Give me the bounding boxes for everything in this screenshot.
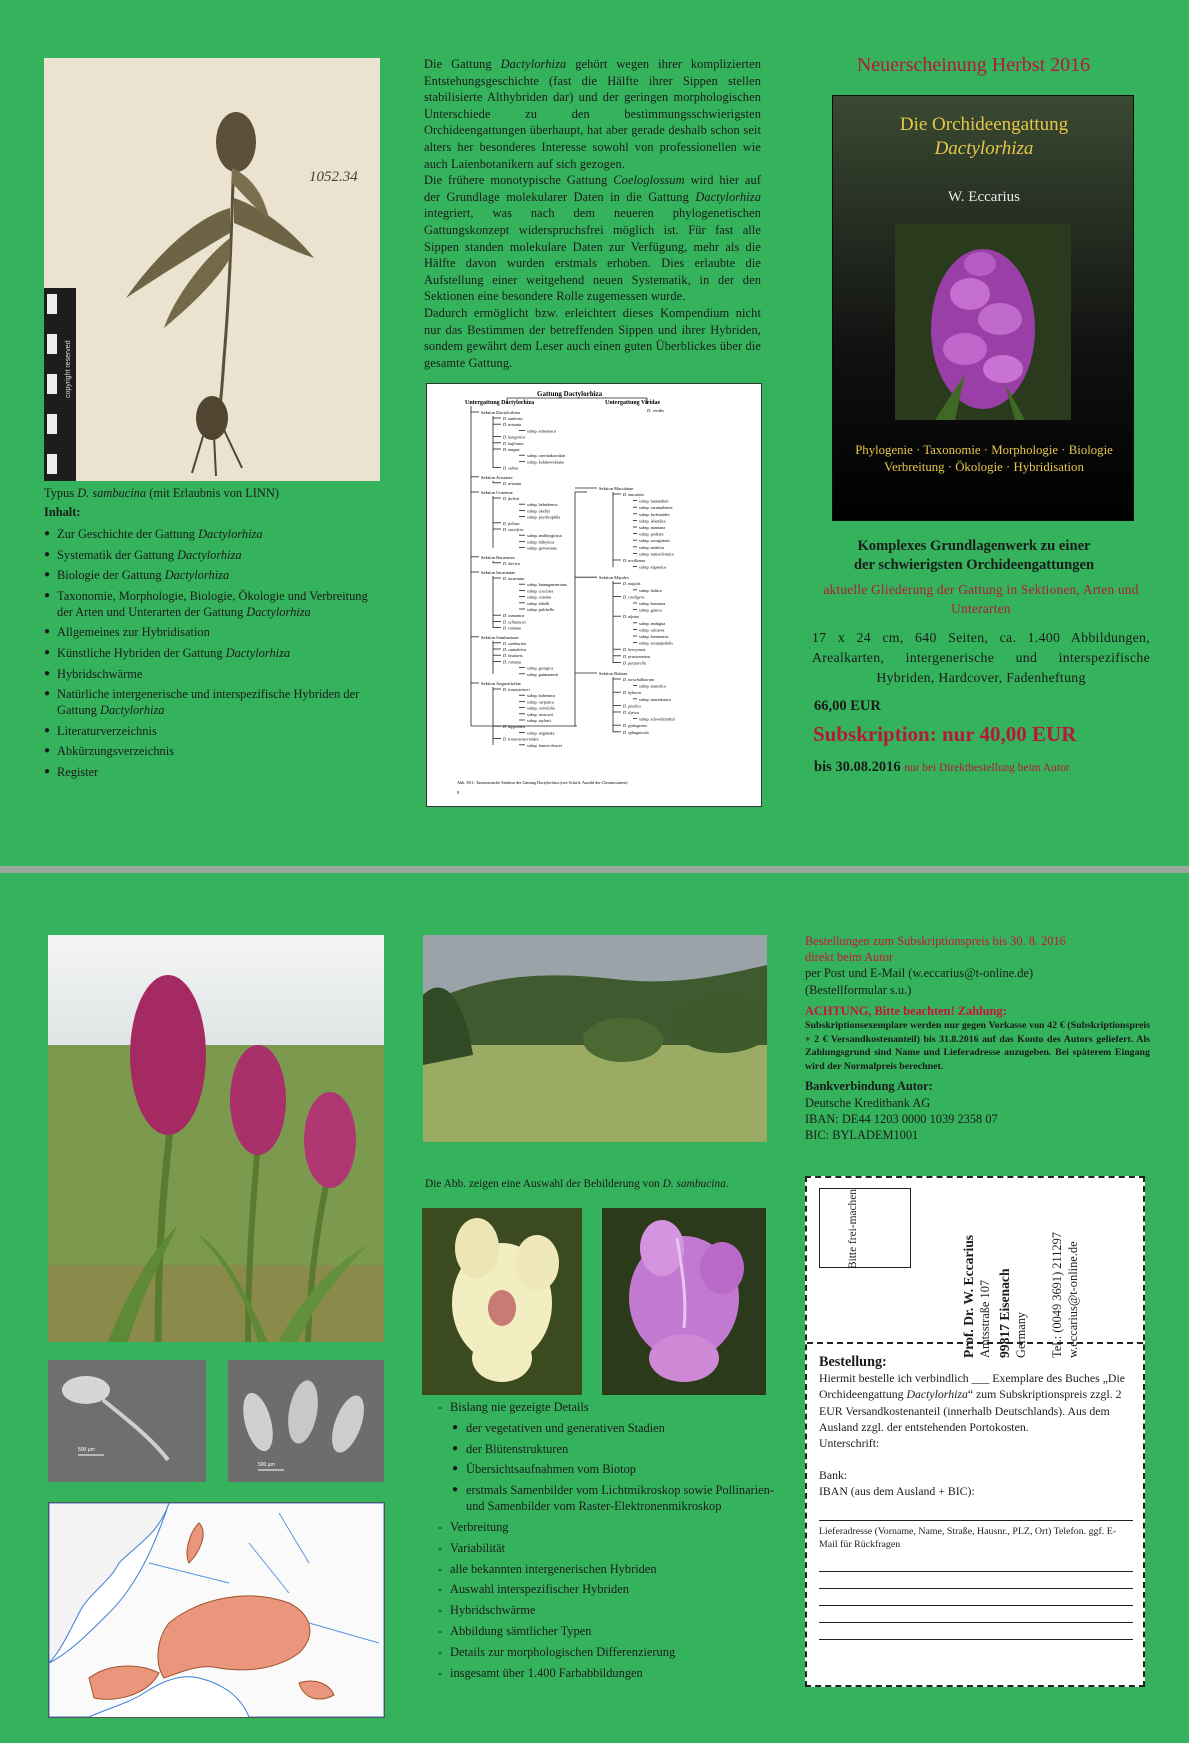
diagram-taxon: subsp. francis-drucei [527, 742, 562, 748]
taxonomy-diagram [426, 383, 762, 807]
price: 66,00 EUR [814, 698, 881, 714]
contents-item: ● Register [44, 764, 384, 780]
diagram-taxon: D. fuchsii [503, 496, 520, 501]
orchid-cover-image [895, 224, 1071, 420]
order-line-2: direkt beim Autor [805, 950, 894, 965]
diagram-taxon: D. salina [503, 465, 519, 471]
fold-separator [0, 866, 1189, 873]
diagram-taxon: D. aristata [503, 422, 522, 428]
diagram-taxon: subsp. lobelii [527, 600, 550, 606]
diagram-section: Sektion Angustifoliae [481, 681, 521, 686]
diagram-taxon: D. insularis [503, 653, 523, 659]
contents-item: ● Abkürzungsverzeichnis [44, 743, 384, 759]
diagram-taxon: subsp. caramulensis [639, 505, 673, 511]
form-text: Hiermit bestelle ich verbindlich ___ Exemplare des Buches „Die Orchideengattung Dactylorhiza“ zum Subskriptionspreis zzgl. 2 EUR Versandkostenanteil (innerhalb Deutschlands). Aus dem Ausland zzgl. der entstehenden Portokosten. [819, 1371, 1125, 1434]
diagram-taxon: D. urvilleana [623, 558, 646, 563]
cover-author: W. Eccarius [948, 189, 1020, 205]
cover-photo [895, 224, 1071, 420]
form-line-5[interactable] [819, 1622, 1133, 1623]
stamp-label: Bitte frei-machen [847, 1189, 859, 1270]
diagram-section: Sektion Dactylorhiza [481, 410, 520, 415]
diagram-taxon: D. traunsteineri [503, 687, 530, 692]
bank-heading: Bankverbindung Autor: [805, 1079, 933, 1094]
contents-item: ● Hybridschwärme [44, 666, 384, 682]
feature-item: ● Übersichtsaufnahmen vom Biotop [438, 1461, 778, 1477]
diagram-subgenus-left: Untergattung Dactylorhiza [465, 400, 535, 406]
diagram-taxon: subsp. amblyoglossa [527, 533, 562, 539]
diagram-taxon: D. traunsteinerioides [503, 736, 539, 742]
diagram-taxon: D. incarnata [503, 576, 525, 581]
contents-item: ● Allgemeines zur Hybridisation [44, 624, 384, 640]
contents-list [44, 526, 384, 785]
intro-text [424, 56, 761, 371]
scale-bar-left: 500 µm [78, 1447, 95, 1453]
intro-paragraph-2: Die frühere monotypische Gattung Coeloglossum wird hier auf der Grundlage molekularer Daten in die Gattung Dactylorhiza integriert, was nach dem neueren phylogenetischen Gattungskonzept widerspruchsfrei möglich ist. Für fast alle Sippen standen molekulare Daten zur Verfügung, mehr als die Hälfte davon wurden erstmals erhoben. Dies erlaubte die Aufstellung einer weitgehend neuen Systematik, in der den Sektionen eine besondere Rolle zugemessen wurde. [424, 173, 761, 304]
feature-item: - Hybridschwärme [438, 1602, 778, 1618]
diagram-taxon: D. saccifera [503, 527, 524, 532]
cover-title-genus: Dactylorhiza [934, 138, 1034, 159]
diagram-taxon: D. romana [503, 625, 521, 631]
feature-item: - Details zur morphologischen Differenzierung [438, 1644, 778, 1660]
diagram-section: Sektion Incarnatae [481, 570, 516, 575]
specimen-number: 1052.34 [309, 169, 358, 185]
diagram-taxon: subsp. sesquipedalis [639, 640, 673, 646]
deadline [814, 759, 1069, 776]
order-line-4: (Bestellformular s.u.) [805, 982, 912, 997]
diagram-taxon: D. cantabrica [503, 647, 527, 652]
diagram-taxon: D. umbrosa [503, 416, 523, 421]
book-cover [832, 95, 1134, 521]
subhead: aktuelle Gliederung der Gattung in Sektionen, Arten und Unterarten [823, 582, 1139, 616]
headline [800, 537, 1148, 575]
diagram-taxon: D. romana [503, 659, 521, 665]
form-heading: Bestellung: [819, 1354, 887, 1370]
diagram-taxon: D. aristata [503, 480, 522, 486]
diagram-taxon: D. sphagnicola [623, 729, 649, 735]
address-street: Amtsstraße 107 [978, 1279, 992, 1358]
cover-line-1: Phylogenie · Taxonomie · Morphologie · Biologie [855, 443, 1113, 457]
bottom-caption: Die Abb. zeigen eine Auswahl der Bebilderung von D. sambucina. [425, 1178, 729, 1190]
diagram-taxon: subsp. macedonica [639, 696, 671, 702]
intro-paragraph-3: Dadurch ermöglicht bzw. erleichtert dieses Kompendium nicht nur das Bestimmen der betreffenden Sippen und ihrer Hybriden, sondem gewährt dem Leser auch einen guten Überblickes über die gesamte Gattung. [424, 305, 761, 370]
diagram-taxon: subsp. montana [639, 525, 666, 530]
diagram-taxon: subsp. savogiensis [639, 538, 670, 544]
orchid-meadow-image [48, 935, 384, 1342]
contents-item: ● Systematik der Gattung Dactylorhiza [44, 547, 384, 563]
form-line-2[interactable] [819, 1571, 1133, 1572]
headline-line-1: Komplexes Grundlagenwerk zu einer [857, 538, 1091, 554]
diagram-taxon: subsp. calcarea [639, 627, 665, 633]
order-form [819, 1354, 1133, 1640]
diagram-taxon: D. magna [503, 447, 520, 452]
pale-flower-image [422, 1208, 582, 1395]
diagram-taxon: D. schistacea [503, 619, 526, 625]
form-signature-label: Unterschrift: [819, 1436, 880, 1451]
feature-item: - Bislang nie gezeigte Details [438, 1399, 778, 1415]
diagram-taxon: subsp. podesta [639, 531, 664, 537]
contents-item: ● Natürliche intergenerische und interspezifische Hybriden der Gattung Dactylorhiza [44, 686, 384, 718]
flower-detail-photo-1 [422, 1208, 582, 1395]
diagram-taxon: D. iberica [503, 560, 520, 566]
address-country: Germany [1014, 1311, 1028, 1358]
diagram-taxon: subsp. fuchsioides [639, 511, 670, 517]
contents-item: ● Künstliche Hybriden der Gattung Dactylorhiza [44, 645, 384, 661]
form-line-6[interactable] [819, 1639, 1133, 1640]
diagram-section: Sektion Rubrae [599, 671, 628, 676]
diagram-taxon: D. kafiriana [503, 440, 524, 446]
diagram-taxon: D. praetermissa [623, 653, 650, 659]
diagram-title: Gattung Dactylorhiza [537, 390, 603, 398]
form-line-3[interactable] [819, 1588, 1133, 1589]
diagram-taxon: subsp. curvifolia [527, 705, 555, 711]
diagram-footnote: Abb. 38/1: Taxonomische Struktur der Gattung Dactylorhiza (rote Schrift: Anzahl der Chromosomen) [457, 780, 628, 785]
form-line-4[interactable] [819, 1605, 1133, 1606]
feature-item: - alle bekannten intergenerischen Hybriden [438, 1561, 778, 1577]
diagram-section: Sektion Majales [599, 575, 629, 581]
contents-item: ● Taxonomie, Morphologie, Biologie, Ökologie und Verbreitung der Arten und Unterarten der Gattung Dactylorhiza [44, 588, 384, 620]
diagram-taxon: subsp. baltica [639, 587, 662, 593]
feature-item: - Abbildung sämtlicher Typen [438, 1623, 778, 1639]
ruler-label: copyright reserved [65, 340, 72, 398]
biotope-photo [423, 935, 767, 1142]
scale-bar-right: 500 µm [258, 1462, 275, 1468]
diagram-taxon: D. alpina [623, 614, 639, 620]
postcard-fold [807, 1342, 1143, 1344]
biotope-image [423, 935, 767, 1142]
diagram-taxon: subsp. czerniakowskae [527, 453, 566, 459]
feature-item: - Auswahl interspezifischer Hybriden [438, 1581, 778, 1597]
diagram-taxon: D. maculata [623, 492, 644, 497]
order-postcard [805, 1176, 1145, 1687]
contents-heading: Inhalt: [44, 505, 81, 519]
diagram-taxon: D. lapponica [503, 724, 525, 730]
bank-name: Deutsche Kreditbank AG [805, 1095, 931, 1110]
address-city: 99817 Eisenach [997, 1268, 1012, 1358]
announcement: Neuerscheinung Herbst 2016 [856, 54, 1091, 76]
diagram-taxon: subsp. anatolica [639, 683, 666, 689]
cover-line-2: Verbreitung · Ökologie · Hybridisation [884, 460, 1084, 474]
herbarium-specimen [44, 58, 380, 481]
specimen-caption [44, 486, 384, 501]
diagram-taxon: subsp. armeniaca [527, 428, 556, 434]
diagram-taxon: subsp. taylorii [527, 718, 551, 723]
diagram-viridis: D. viridis [647, 408, 665, 413]
sem-seeds-image [228, 1360, 384, 1482]
bank-bic: BIC: BYLADEM1001 [805, 1128, 919, 1142]
sem-pollinium-image [48, 1360, 206, 1482]
diagram-taxon: subsp. brennensis [639, 634, 669, 639]
diagram-taxon: subsp. guimaraesii [527, 671, 559, 677]
diagram-taxon: subsp. bohemica [527, 693, 555, 699]
diagram-section: Sektion Cruentae [481, 490, 513, 495]
diagram-taxon: D. majalis [623, 581, 641, 587]
diagram-taxon: D. cordigera [623, 594, 645, 600]
diagram-taxon: subsp. pulchella [527, 607, 554, 612]
contents-item: ● Biologie der Gattung Dactylorhiza [44, 567, 384, 583]
intro-paragraph-1: Die Gattung Dactylorhiza gehört wegen ihrer komplizierten Entstehungsgeschichte (fast die Hälfte ihrer Sippen stellen stabilisierte Althybriden dar) und der geringen morphologischen Unterschiede zu den bestimmungsschwierigsten Orchideengattungen überhaupt, hat aber gerade deshalb schon seit alters her besonderes Interesse sowohl von professionellen wie auch Laienbotanikern auf sich gezogen. [424, 57, 761, 171]
orchid-meadow-photo [48, 935, 384, 1342]
diagram-taxon: subsp. bosniaca [639, 601, 666, 606]
subscription-price: Subskription: nur 40,00 EUR [813, 722, 1077, 746]
diagram-taxon: subsp. cruenta [527, 594, 551, 600]
diagram-taxon: subsp. okellyi [527, 508, 551, 514]
diagram-taxon: subsp. kolakowskiana [527, 459, 564, 465]
diagram-taxon: D. pindica [623, 703, 641, 709]
taxonomy-tree [427, 384, 761, 806]
herbarium-drawing [44, 58, 380, 481]
deadline-note: nur bei Direktbestellung beim Autor [904, 762, 1070, 774]
diagram-taxon: D. hungarica [503, 434, 526, 440]
caption-prefix: Typus [44, 486, 75, 500]
diagram-taxon: subsp. bithynica [527, 539, 555, 545]
diagram-taxon: subsp. psychrophila [527, 514, 561, 520]
diagram-taxon: D. hyboria [623, 690, 642, 696]
diagram-taxon: subsp. georgica [527, 665, 553, 671]
diagram-section: Sektion Aristatae [481, 474, 513, 480]
form-line-1[interactable] [819, 1520, 1133, 1521]
diagram-taxon: subsp. carpatica [527, 699, 554, 705]
diagram-taxon: subsp. islandica [639, 518, 666, 524]
order-info [805, 933, 1150, 1143]
diagram-taxon: subsp. elgaasica [639, 564, 666, 570]
caption-species-2: D. sambucina [662, 1178, 726, 1190]
diagram-section: Sektion Sambucinae [481, 634, 519, 640]
address-name: Prof. Dr. W. Eccarius [961, 1234, 976, 1358]
feature-item: ● der vegetativen und generativen Stadien [438, 1420, 778, 1436]
diagram-taxon: subsp. hebridensis [527, 502, 558, 508]
diagram-taxon: subsp. transsilvanica [639, 551, 674, 557]
diagram-taxon: D. kerryensis [623, 647, 646, 653]
bank-iban: IBAN: DE44 1203 0000 1039 2358 07 [805, 1111, 998, 1126]
order-line-1: Bestellungen zum Subskriptionspreis bis 30. 8. 2016 [805, 934, 1066, 948]
purple-flower-image [602, 1208, 766, 1395]
contents-item: ● Zur Geschichte der Gattung Dactylorhiza [44, 526, 384, 542]
book-specs: 17 x 24 cm, 640 Seiten, ca. 1.400 Abbildungen, Arealkarten, intergenerische und interspezifische Hybriden, Hardcover, Fadenheftung [812, 630, 1150, 685]
diagram-taxon: subsp. schweinfurthii [639, 716, 675, 722]
form-iban-label: IBAN (aus dem Ausland + BIC): [819, 1484, 975, 1499]
diagram-taxon: D. foliosa [503, 520, 520, 526]
diagram-taxon: subsp. battandieri [639, 498, 669, 504]
diagram-taxon: subsp. angustata [527, 730, 555, 736]
deadline-date: bis 30.08.2016 [814, 759, 901, 775]
diagram-section: Sektion Maculatae [599, 486, 634, 491]
features-list [438, 1399, 778, 1685]
diagram-subgenus-right: Untergattung Viridae [605, 400, 661, 406]
feature-item: ● der Blütenstrukturen [438, 1441, 778, 1457]
caption-species: D. sambucina [77, 486, 147, 500]
form-address-label: Lieferadresse (Vorname, Name, Straße, Hausnr., PLZ, Ort) Telefon. ggf. E-Mail für Rückfragen [819, 1525, 1117, 1550]
feature-item: - Verbreitung [438, 1519, 778, 1535]
form-bank-label: Bank: [819, 1468, 848, 1483]
microscope-seed-photo [48, 1360, 206, 1482]
stamp-box [819, 1188, 911, 1268]
feature-item: - Variabilität [438, 1540, 778, 1556]
flower-detail-photo-2 [602, 1208, 766, 1395]
diagram-taxon: subsp. russowii [527, 711, 553, 717]
diagram-section: Sektion Baraenses [481, 554, 515, 560]
attention-heading: ACHTUNG, Bitte beachten! Zahlung: [805, 1003, 1007, 1018]
caption-text: Die Abb. zeigen eine Auswahl der Bebilderung von [425, 1178, 663, 1190]
diagram-page-number: 8 [457, 790, 460, 795]
diagram-taxon: subsp. ambigua [639, 620, 666, 626]
headline-line-2: der schwierigsten Orchideengattungen [853, 557, 1095, 573]
address-tel: Tel.: (0049 3691) 211297 [1050, 1231, 1064, 1358]
diagram-taxon: subsp. baumgartneriana [527, 582, 567, 588]
europe-map [49, 1503, 384, 1717]
distribution-map [48, 1502, 385, 1718]
diagram-taxon: subsp. sudetica [639, 544, 665, 550]
attention-text: Subskriptionsexemplare werden nur gegen Vorkasse von 42 € (Subskriptionspreis + 2 € Versandkostenanteil) bis 31.8.2016 auf das Konto des Autors geliefert. Als Zahlungsgrund sind Name und Lieferadresse anzugeben. Bei späterem Eingang wird der Normalpreis berechnet. [805, 1020, 1150, 1072]
diagram-taxon: D. ilyrica [623, 710, 640, 715]
order-line-3: per Post und E-Mail (w.eccarius@t-online.de) [805, 966, 1034, 981]
diagram-taxon: D. purpurella [623, 660, 646, 666]
cover-title: Die Orchideengattung [899, 114, 1069, 135]
diagram-taxon: subsp. gervasiana [527, 545, 557, 551]
feature-item: - insgesamt über 1.400 Farbabbildungen [438, 1665, 778, 1681]
diagram-taxon: D. nieschalkiorum [623, 677, 654, 682]
feature-item: ● erstmals Samenbilder vom Lichtmikroskop sowie Pollinarien- und Samenbilder vom Raster-Elektronenmikroskop [438, 1482, 778, 1514]
diagram-taxon: subsp. coccinea [527, 588, 554, 594]
address-mail: w.eccarius@t-online.de [1066, 1241, 1080, 1358]
diagram-taxon: D. osmanica [503, 613, 525, 619]
diagram-taxon: D. pythagoras [623, 723, 647, 729]
diagram-taxon: subsp. graeca [639, 607, 662, 613]
contents-item: ● Literaturverzeichnis [44, 723, 384, 739]
diagram-taxon: D. sambucina [503, 640, 527, 646]
microscope-seed-photo-2 [228, 1360, 384, 1482]
caption-suffix: (mit Erlaubnis von LINN) [149, 486, 279, 500]
